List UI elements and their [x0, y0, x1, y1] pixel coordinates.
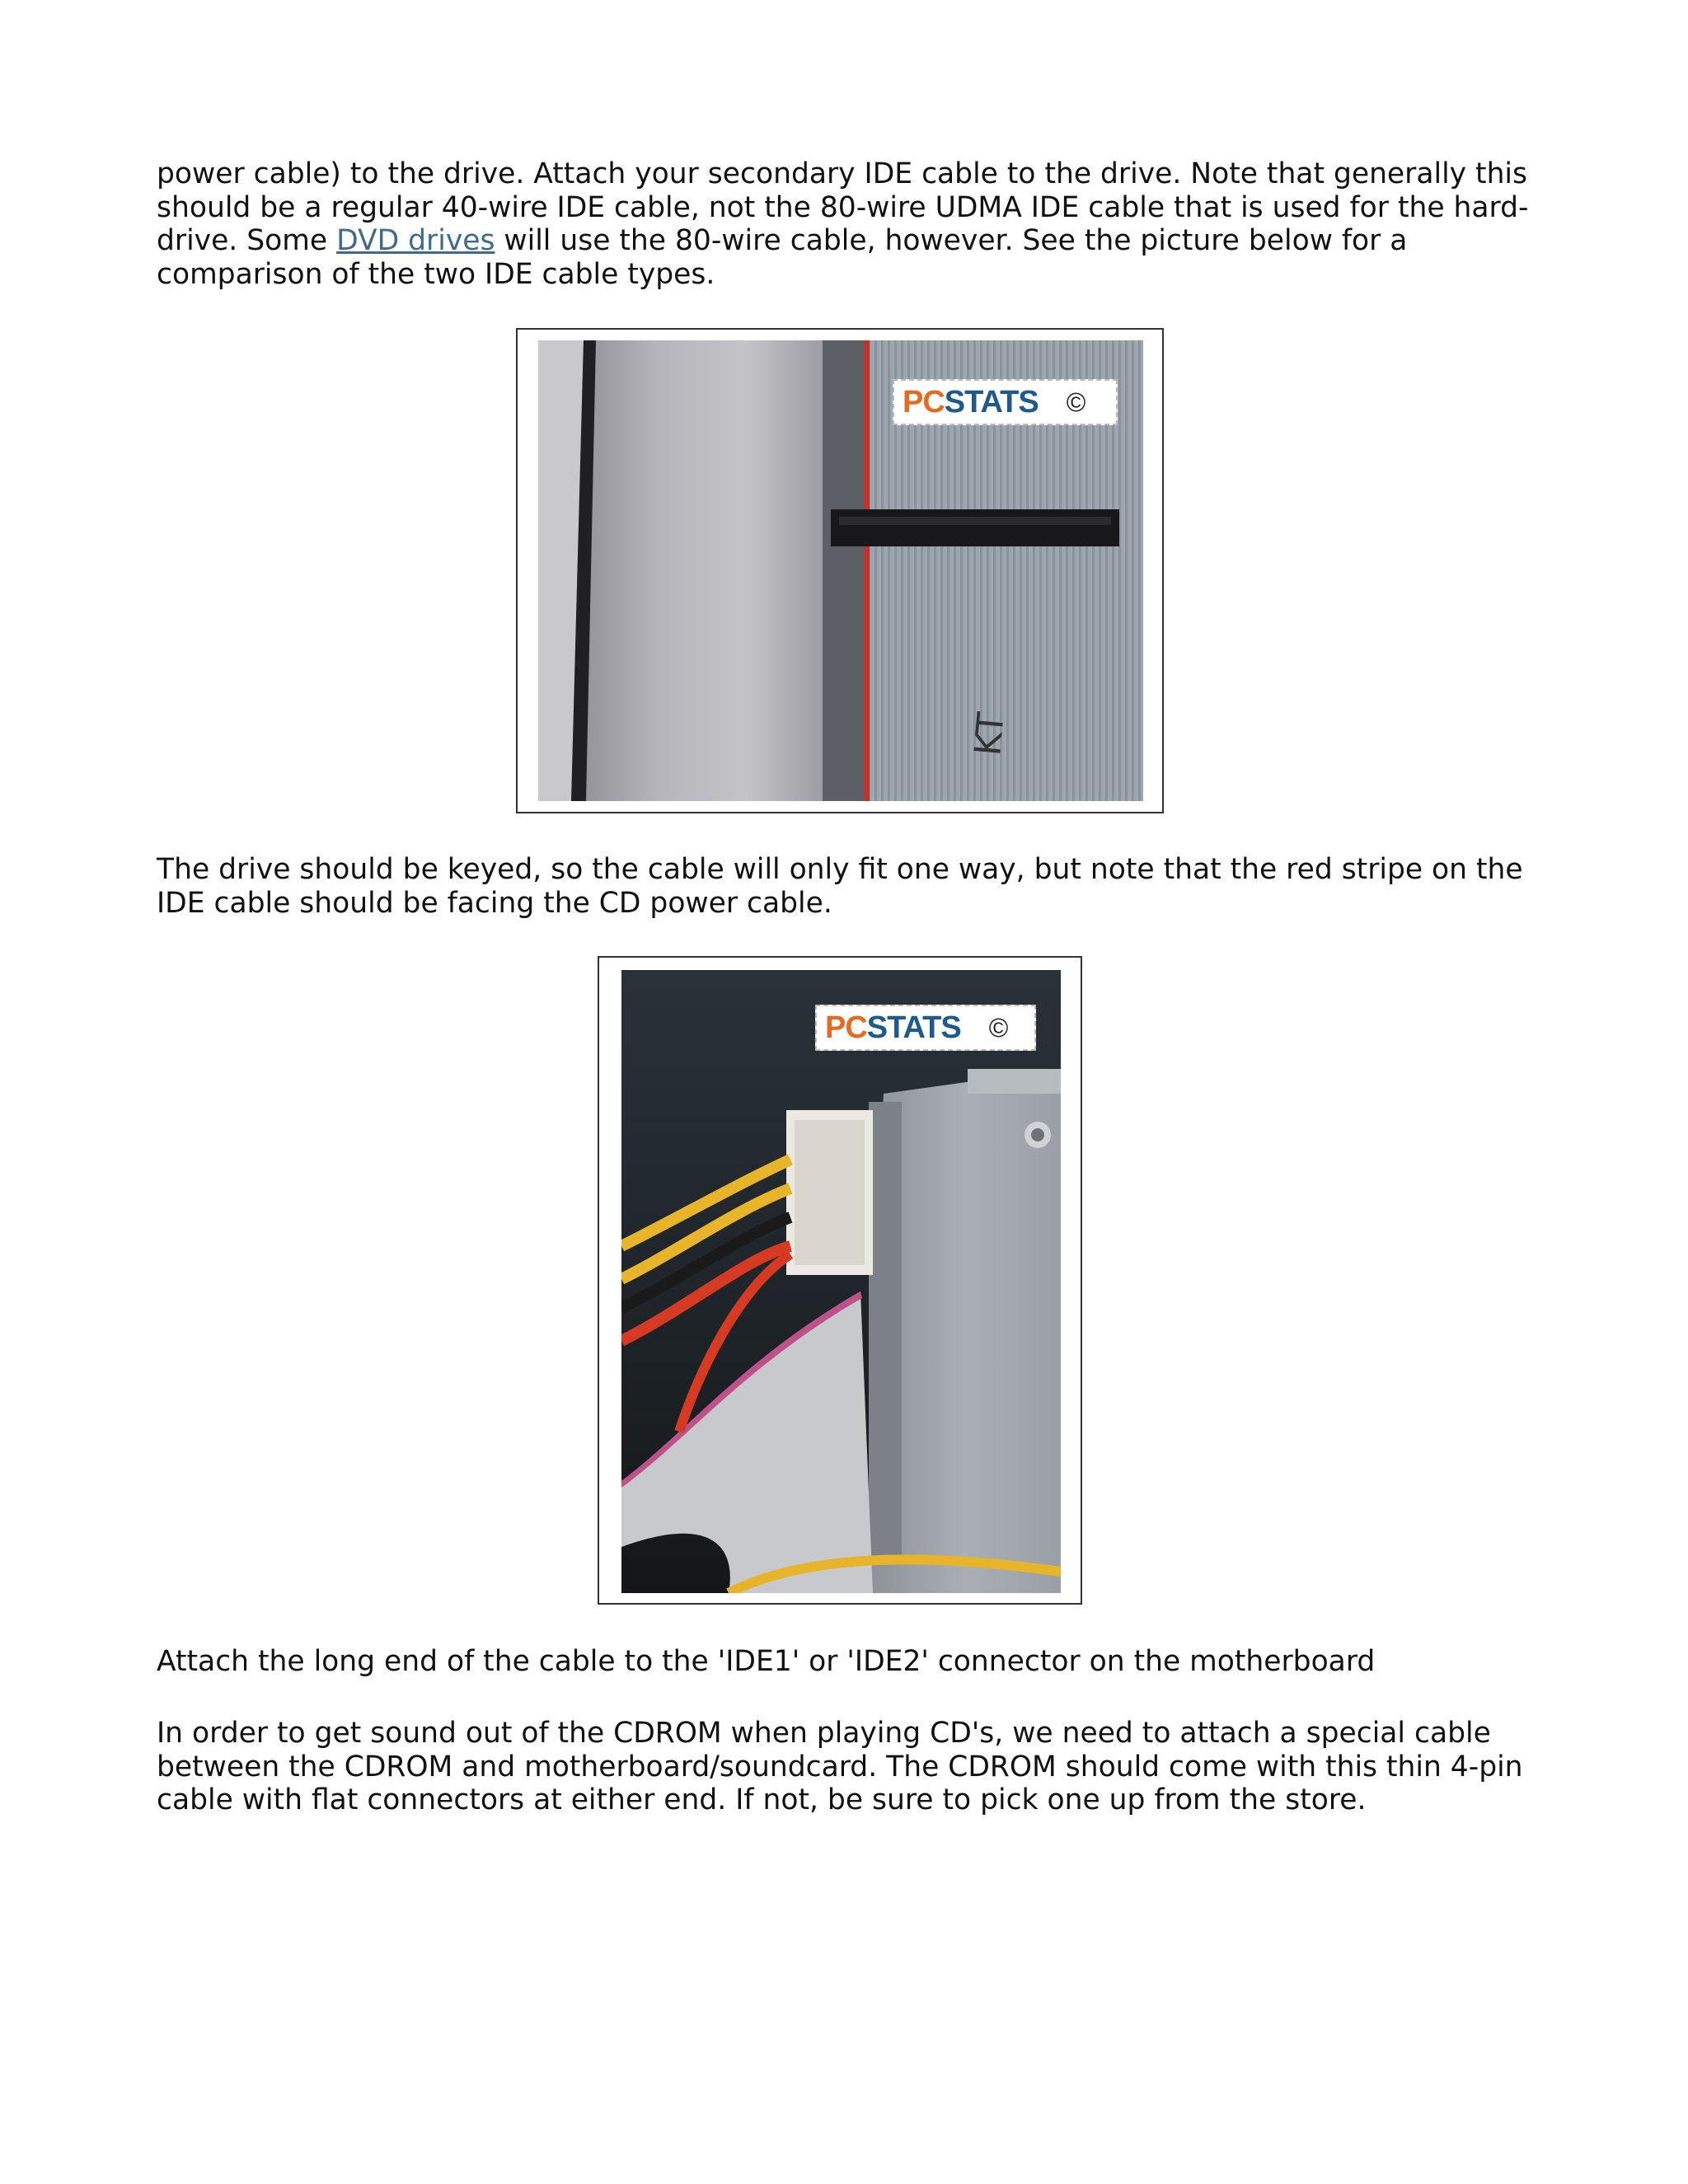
watermark-brand-stats: STATS: [944, 384, 1039, 419]
intro-text-end: will use the 80-wire cable, however. See the picture below for a comparison of the two IDE cable types.: [157, 224, 1408, 291]
cd-drive-cables-photo: [621, 970, 1061, 1593]
audio-cable-paragraph: In order to get sound out of the CDROM when playing CD's, we need to attach a special cable between the CDROM and motherboard/soundcard. The CDROM should come with this thin 4-pin cable with flat connectors at either end. If not, be sure to pick one up from the store.: [157, 1717, 1523, 1817]
cable-marking-text: KT: [967, 710, 1013, 757]
watermark-brand-stats: STATS: [866, 1010, 961, 1045]
attach-cable-paragraph: Attach the long end of the cable to the 'IDE1' or 'IDE2' connector on the motherboard: [157, 1645, 1376, 1678]
pcstats-watermark: [893, 379, 1118, 425]
intro-paragraph: [157, 157, 1541, 291]
dvd-drives-link[interactable]: DVD drives: [336, 224, 495, 258]
cd-drive-cables-figure: [598, 956, 1082, 1605]
copyright-symbol: ©: [988, 1012, 1009, 1043]
watermark-brand-pc: PC: [903, 384, 945, 419]
ide-cable-comparison-figure: [516, 328, 1164, 813]
intro-text-start: power cable) to the drive. Attach your secondary IDE cable to the drive. Note that generally this should be a regular 40-wire IDE cable, not the 80-wire UDMA IDE cable that is used for the hard-drive. Some: [157, 157, 1529, 258]
watermark-brand-pc: PC: [825, 1010, 867, 1045]
copyright-symbol: ©: [1066, 387, 1086, 417]
pcstats-watermark: [815, 1005, 1036, 1051]
keyed-drive-paragraph: The drive should be keyed, so the cable will only fit one way, but note that the red stripe on the IDE cable should be facing the CD power cable.: [157, 853, 1523, 920]
